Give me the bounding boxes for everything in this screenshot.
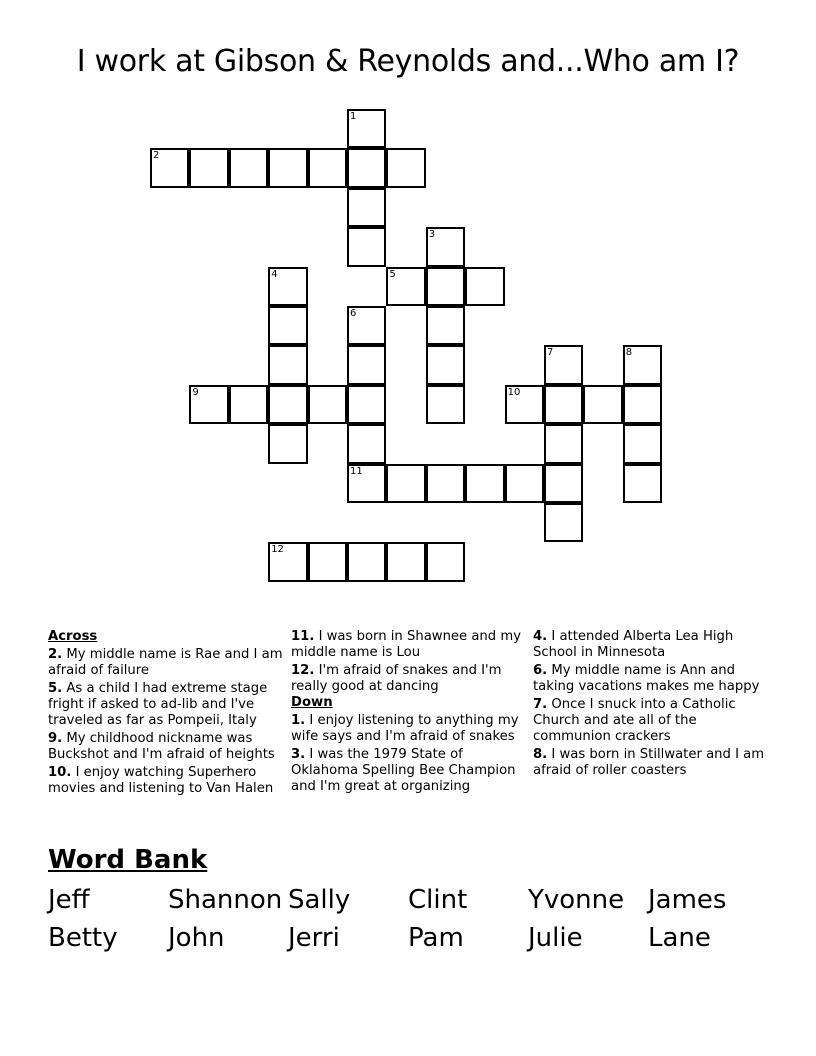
word-bank-title: Word Bank (48, 845, 208, 875)
grid-cell[interactable] (544, 385, 583, 424)
grid-cell[interactable] (150, 148, 189, 187)
grid-cell[interactable] (544, 424, 583, 463)
clue-number: 1 (350, 111, 357, 122)
grid-cell[interactable] (308, 385, 347, 424)
grid-cell[interactable] (347, 188, 386, 227)
clue-down-8: 8. I was born in Stillwater and I am afraid of roller coasters (533, 747, 765, 778)
grid-cell[interactable] (268, 267, 307, 306)
clue-across-11: 11. I was born in Shawnee and my middle name is Lou (291, 629, 521, 660)
grid-cell[interactable] (386, 148, 425, 187)
clue-number: 8 (625, 347, 633, 359)
grid-cell[interactable] (386, 267, 425, 306)
grid-cell[interactable] (347, 148, 386, 187)
word-bank-word: Lane (648, 923, 711, 953)
crossword-grid (151, 110, 671, 590)
down-heading: Down (291, 695, 333, 710)
grid-cell[interactable] (189, 148, 228, 187)
grid-cell[interactable] (268, 385, 307, 424)
grid-cell[interactable] (583, 385, 622, 424)
grid-cell[interactable] (229, 148, 268, 187)
grid-cell[interactable] (268, 148, 307, 187)
grid-cell[interactable] (505, 464, 544, 503)
grid-cell[interactable] (347, 542, 386, 581)
grid-cell[interactable] (268, 345, 307, 384)
grid-cell[interactable] (623, 385, 662, 424)
grid-cell[interactable] (426, 464, 465, 503)
grid-cell[interactable] (229, 385, 268, 424)
clue-number: 9 (192, 386, 199, 398)
clue-across-5: 5. As a child I had extreme stage fright if asked to ad-lib and I've traveled as far as Pompeii, Italy (48, 681, 268, 728)
grid-cell[interactable] (426, 306, 465, 345)
clue-across-10: 10. I enjoy watching Superhero movies and listening to Van Halen (48, 765, 274, 796)
clue-across-2: 2. My middle name is Rae and I am afraid of failure (48, 647, 283, 678)
across-heading: Across (48, 629, 98, 644)
clue-number: 5 (389, 268, 396, 280)
grid-cell[interactable] (544, 464, 583, 503)
grid-cell[interactable] (623, 464, 662, 503)
word-bank-word: Clint (408, 885, 468, 915)
grid-cell[interactable] (308, 542, 347, 581)
grid-cell[interactable] (505, 385, 544, 424)
clue-number: 7 (547, 347, 554, 359)
clue-across-9: 9. My childhood nickname was Buckshot and I'm afraid of heights (48, 731, 275, 762)
clue-down-1: 1. I enjoy listening to anything my wife says and I'm afraid of snakes (291, 713, 519, 744)
grid-cell[interactable] (544, 345, 583, 384)
grid-cell[interactable] (347, 345, 386, 384)
clue-number: 2 (153, 150, 160, 162)
grid-cell[interactable] (426, 542, 465, 581)
grid-cell[interactable] (268, 542, 307, 581)
word-bank-word: John (168, 923, 225, 953)
word-bank-word: James (648, 885, 727, 915)
grid-cell[interactable] (189, 385, 228, 424)
grid-cell[interactable] (465, 267, 504, 306)
word-bank-word: Jeff (48, 885, 90, 915)
grid-cell[interactable] (386, 542, 425, 581)
clue-across-12: 12. I'm afraid of snakes and I'm really good at dancing (291, 663, 502, 694)
clues-column-1 (48, 629, 288, 797)
grid-cell[interactable] (347, 464, 386, 503)
clue-number: 3 (428, 229, 436, 241)
clue-number: 6 (350, 308, 357, 319)
word-bank-word: Yvonne (528, 885, 625, 915)
grid-cell[interactable] (347, 424, 386, 463)
word-bank-word: Jerri (288, 923, 340, 953)
clues-column-3 (533, 629, 778, 779)
word-bank-word: Shannon (168, 885, 283, 915)
clue-number: 12 (271, 544, 284, 556)
clue-down-7: 7. Once I snuck into a Catholic Church and ate all of the communion crackers (533, 697, 736, 744)
grid-cell[interactable] (268, 424, 307, 463)
puzzle-title: I work at Gibson & Reynolds and...Who am I? (76, 44, 740, 79)
grid-cell[interactable] (426, 385, 465, 424)
word-bank-word: Pam (408, 923, 464, 953)
grid-cell[interactable] (347, 109, 386, 148)
grid-cell[interactable] (465, 464, 504, 503)
grid-cell[interactable] (426, 267, 465, 306)
word-bank-word: Sally (288, 885, 351, 915)
grid-cell[interactable] (347, 227, 386, 266)
grid-cell[interactable] (544, 503, 583, 542)
grid-cell[interactable] (623, 345, 662, 384)
clue-down-6: 6. My middle name is Ann and taking vacations makes me happy (533, 663, 760, 694)
clues-column-2 (291, 629, 531, 795)
clue-number: 4 (271, 268, 278, 280)
grid-cell[interactable] (426, 345, 465, 384)
clue-down-3: 3. I was the 1979 State of Oklahoma Spelling Bee Champion and I'm great at organizing (291, 747, 516, 794)
grid-cell[interactable] (268, 306, 307, 345)
grid-cell[interactable] (426, 227, 465, 266)
grid-cell[interactable] (347, 306, 386, 345)
grid-cell[interactable] (308, 148, 347, 187)
grid-cell[interactable] (623, 424, 662, 463)
grid-cell[interactable] (386, 464, 425, 503)
clue-number: 11 (350, 465, 363, 477)
clue-down-4: 4. I attended Alberta Lea High School in Minnesota (533, 629, 734, 660)
word-bank-word: Betty (48, 923, 118, 953)
clue-number: 10 (507, 386, 521, 398)
grid-cell[interactable] (347, 385, 386, 424)
word-bank-word: Julie (528, 923, 583, 953)
